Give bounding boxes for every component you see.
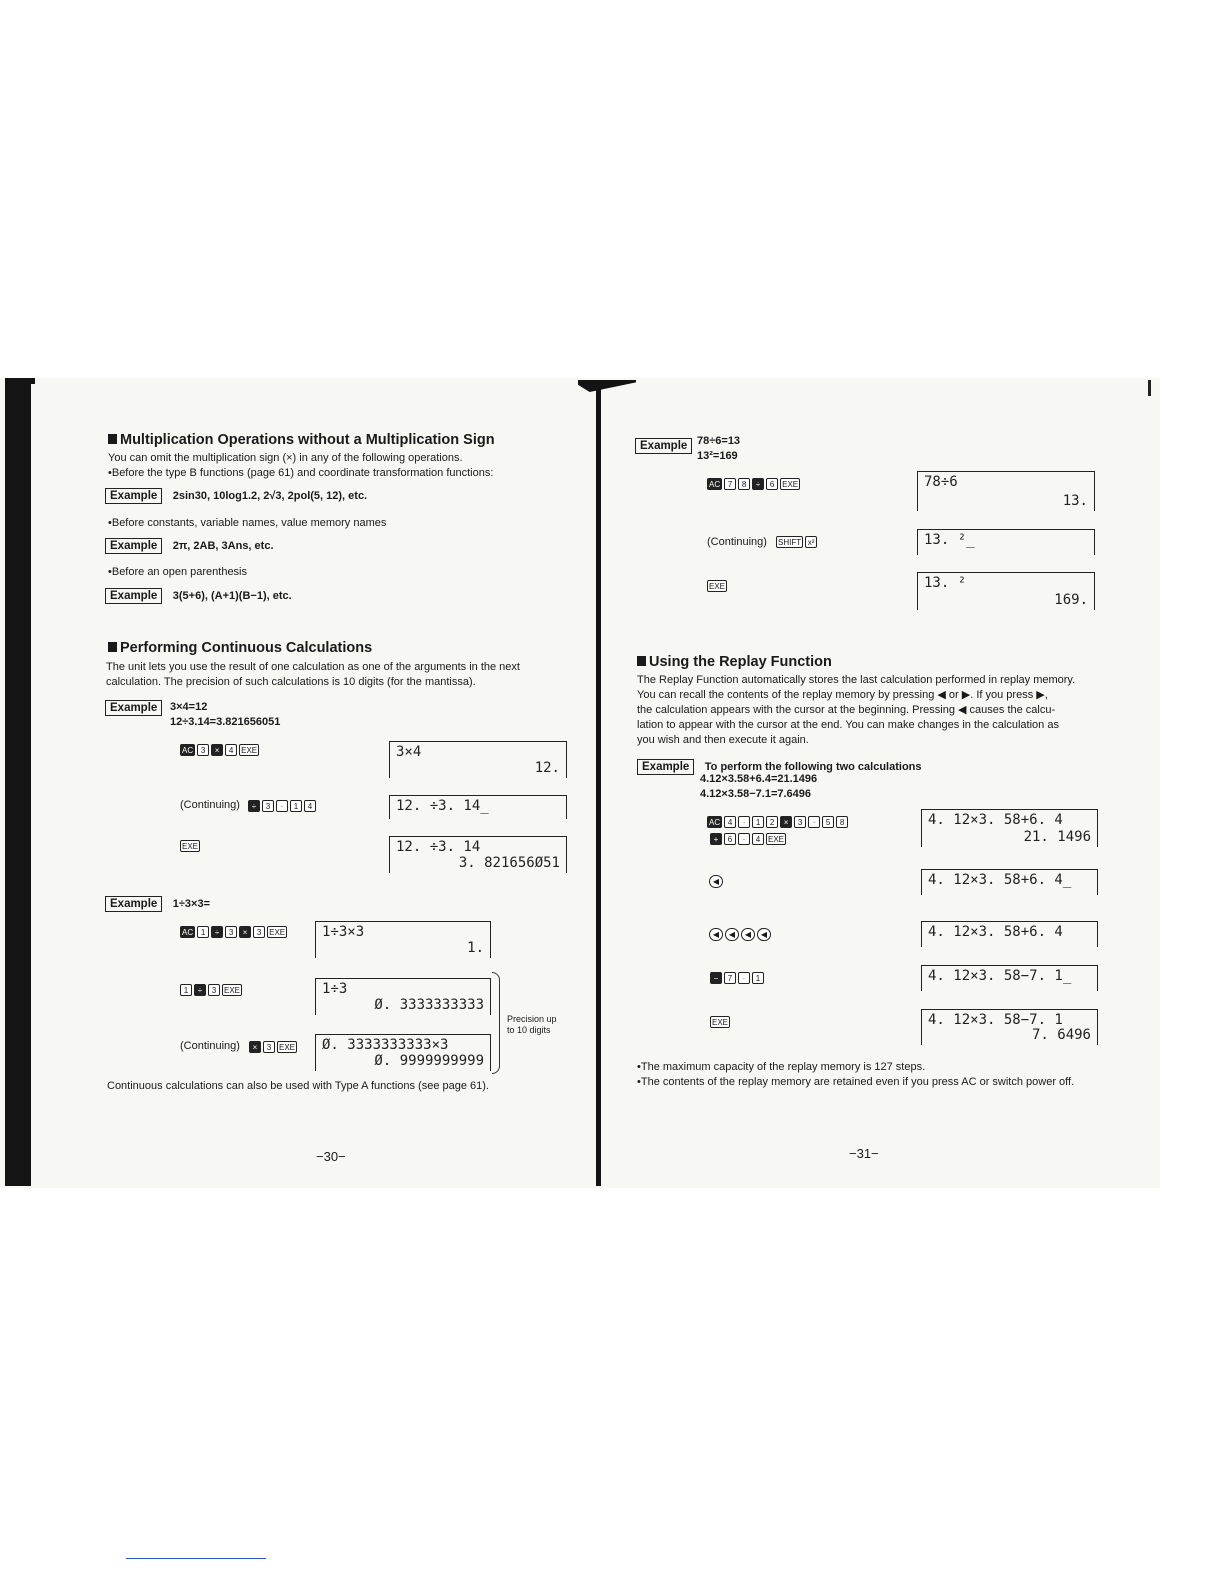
lcd-display: [917, 471, 1095, 511]
multiply-key[interactable]: ×: [239, 926, 251, 938]
note-text: •The maximum capacity of the replay memory is 127 steps.: [637, 1061, 926, 1073]
digit-key[interactable]: 4: [724, 816, 736, 828]
digit-key[interactable]: 3: [197, 744, 209, 756]
lcd-display: [389, 795, 567, 819]
example-row: [105, 486, 367, 504]
continuing-label: (Continuing): [180, 799, 240, 811]
example-text: 3×4=12: [170, 701, 208, 713]
lcd-display: [921, 921, 1098, 947]
body-text: the calculation appears with the cursor at the beginning. Pressing ◀ causes the calcu-: [637, 704, 1056, 716]
edge-mark: [1148, 380, 1151, 396]
dot-key[interactable]: ·: [738, 833, 750, 845]
key-sequence: [709, 875, 723, 888]
lcd-line2: 1.: [467, 940, 484, 956]
digit-key[interactable]: 3: [225, 926, 237, 938]
digit-key[interactable]: 3: [253, 926, 265, 938]
ac-key[interactable]: AC: [709, 480, 721, 489]
lcd-line2: 7. 6496: [1031, 1027, 1091, 1043]
lcd-line2: 13.: [1062, 493, 1088, 509]
divide-key[interactable]: ÷: [211, 926, 223, 938]
digit-key[interactable]: 1: [752, 972, 764, 984]
lcd-line1: 4. 12×3. 58+6. 4: [928, 924, 1063, 940]
square-key[interactable]: x²: [805, 536, 817, 548]
key-sequence: [710, 833, 786, 845]
lcd-line2: 3. 821656Ø51: [458, 855, 560, 871]
digit-key[interactable]: 4: [225, 744, 237, 756]
body-text: The unit lets you use the result of one calculation as one of the arguments in the next: [106, 661, 520, 673]
digit-key[interactable]: 3: [208, 984, 220, 996]
lcd-line2: Ø. 3333333333: [374, 997, 484, 1013]
multiply-key[interactable]: ×: [249, 1041, 261, 1053]
digit-key[interactable]: 6: [766, 478, 778, 490]
dot-key[interactable]: ·: [738, 816, 750, 828]
digit-key[interactable]: 1: [290, 800, 302, 812]
dot-key[interactable]: ·: [738, 972, 750, 984]
body-text: You can omit the multiplication sign (×) in any of the following operations.: [108, 452, 463, 464]
example-text: 4.12×3.58−7.1=7.6496: [700, 788, 812, 800]
lcd-line1: 13. ²: [924, 575, 967, 591]
digit-key[interactable]: 3: [262, 800, 274, 812]
exe-key[interactable]: EXE: [712, 1018, 729, 1027]
example-label: Example: [105, 896, 162, 912]
example-text: 13²=169: [697, 450, 738, 462]
digit-key[interactable]: 3: [794, 816, 806, 828]
example-row: [105, 894, 210, 912]
divide-key[interactable]: ÷: [752, 478, 764, 490]
exe-key[interactable]: EXE: [782, 480, 799, 489]
key-sequence: [180, 926, 287, 938]
example-text: 2π, 2AB, 3Ans, etc.: [172, 540, 274, 552]
digit-key[interactable]: 5: [822, 816, 834, 828]
key-sequence: [710, 1016, 730, 1028]
binding-edge: [5, 380, 31, 1186]
page-number: −31−: [849, 1146, 879, 1161]
digit-key[interactable]: 3: [263, 1041, 275, 1053]
lcd-display: [921, 809, 1098, 847]
plus-key[interactable]: +: [710, 833, 722, 845]
key-sequence: [776, 536, 817, 548]
lcd-display: [315, 978, 491, 1015]
lcd-display: [921, 1009, 1098, 1045]
exe-key[interactable]: EXE: [182, 842, 199, 851]
lcd-line1: 4. 12×3. 58−7. 1: [928, 1012, 1063, 1028]
digit-key[interactable]: 6: [724, 833, 736, 845]
lcd-line1: 12. ÷3. 14_: [396, 798, 489, 814]
note-text: •The contents of the replay memory are retained even if you press AC or switch power off.: [637, 1076, 1075, 1088]
shift-key[interactable]: SHIFT: [778, 538, 802, 547]
example-text: 3(5+6), (A+1)(B−1), etc.: [172, 590, 292, 602]
section-heading: Multiplication Operations without a Multiplication Sign: [108, 432, 495, 448]
digit-key[interactable]: 2: [766, 816, 778, 828]
lcd-line2: 21. 1496: [1023, 829, 1091, 845]
multiply-key[interactable]: ×: [211, 744, 223, 756]
exe-key[interactable]: EXE: [768, 835, 785, 844]
digit-key[interactable]: 7: [724, 972, 736, 984]
lcd-line1: 1÷3×3: [322, 924, 365, 940]
key-sequence: [707, 580, 727, 592]
example-label: Example: [105, 488, 162, 504]
key-sequence: [180, 840, 200, 852]
precision-brace: [492, 972, 500, 1074]
lcd-line2: 12.: [534, 760, 560, 776]
exe-key[interactable]: EXE: [224, 986, 241, 995]
lcd-display: [389, 741, 567, 778]
body-text: Continuous calculations can also be used with Type A functions (see page 61).: [107, 1080, 489, 1092]
dot-key[interactable]: ·: [808, 816, 820, 828]
digit-key[interactable]: 1: [180, 984, 192, 996]
continuing-label: (Continuing): [180, 1040, 240, 1052]
lcd-line1: 4. 12×3. 58+6. 4_: [928, 872, 1072, 888]
body-text: You can recall the contents of the replay memory by pressing ◀ or ▶. If you press ▶,: [637, 689, 1048, 701]
digit-key[interactable]: 1: [752, 816, 764, 828]
digit-key[interactable]: 7: [724, 478, 736, 490]
ac-key[interactable]: AC: [182, 746, 194, 755]
key-sequence: [180, 744, 259, 756]
left-arrow-icon[interactable]: ◀: [709, 928, 723, 941]
key-sequence: [707, 478, 800, 490]
section-heading: Performing Continuous Calculations: [108, 640, 372, 656]
lcd-display: [917, 572, 1095, 610]
left-arrow-icon[interactable]: ◀: [725, 928, 739, 941]
spine: [596, 388, 601, 1186]
key-sequence: [707, 816, 848, 828]
lcd-line2: 169.: [1054, 592, 1088, 608]
example-row: [635, 436, 692, 454]
example-label: Example: [105, 538, 162, 554]
left-arrow-icon[interactable]: ◀: [757, 928, 771, 941]
page-number: −30−: [316, 1149, 346, 1164]
lcd-line1: 1÷3: [322, 981, 348, 997]
example-label: Example: [105, 588, 162, 604]
key-sequence: [249, 1041, 297, 1053]
lcd-line1: 3×4: [396, 744, 422, 760]
example-text: 4.12×3.58+6.4=21.1496: [700, 773, 818, 785]
digit-key[interactable]: 4: [304, 800, 316, 812]
lcd-line1: 4. 12×3. 58+6. 4: [928, 812, 1063, 828]
lcd-line1: 78÷6: [924, 474, 958, 490]
key-sequence: [709, 928, 771, 941]
body-text: •Before an open parenthesis: [108, 566, 248, 578]
lcd-line1: 4. 12×3. 58−7. 1_: [928, 968, 1072, 984]
body-text: •Before constants, variable names, value memory names: [108, 517, 387, 529]
body-text: calculation. The precision of such calculations is 10 digits (for the mantissa).: [106, 676, 476, 688]
key-sequence: [180, 984, 242, 996]
example-text: 12÷3.14=3.821656051: [170, 716, 281, 728]
key-sequence: [248, 800, 316, 812]
exe-key[interactable]: EXE: [241, 746, 258, 755]
lcd-line1: 12. ÷3. 14: [396, 839, 481, 855]
precision-note: Precision up to 10 digits: [507, 1014, 557, 1035]
example-row: [105, 536, 274, 554]
example-text: 78÷6=13: [697, 435, 741, 447]
divide-key[interactable]: ÷: [248, 800, 260, 812]
multiply-key[interactable]: ×: [780, 816, 792, 828]
digit-key[interactable]: 8: [836, 816, 848, 828]
digit-key[interactable]: 4: [752, 833, 764, 845]
key-sequence: [710, 972, 764, 984]
divide-key[interactable]: ÷: [194, 984, 206, 996]
body-text: lation to appear with the cursor at the end. You can make changes in the calculation as: [637, 719, 1059, 731]
continuing-label: (Continuing): [707, 536, 767, 548]
digit-key[interactable]: 8: [738, 478, 750, 490]
exe-key[interactable]: EXE: [269, 928, 286, 937]
lcd-line1: Ø. 3333333333×3: [322, 1037, 449, 1053]
lcd-line2: Ø. 9999999999: [374, 1053, 484, 1069]
example-label: Example: [635, 438, 692, 454]
lcd-display: [917, 529, 1095, 555]
example-text: 2sin30, 10log1.2, 2√3, 2pol(5, 12), etc.: [172, 490, 368, 502]
example-label: Example: [637, 759, 694, 775]
section-heading: Using the Replay Function: [637, 654, 832, 670]
lcd-display: [315, 1034, 491, 1071]
lcd-display: [389, 836, 567, 873]
ac-key[interactable]: AC: [709, 818, 721, 827]
lcd-line1: 13. ²_: [924, 532, 975, 548]
digit-key[interactable]: 1: [197, 926, 209, 938]
exe-key[interactable]: EXE: [279, 1043, 296, 1052]
ac-key[interactable]: AC: [182, 928, 194, 937]
exe-key[interactable]: EXE: [709, 582, 726, 591]
example-label: Example: [105, 700, 162, 716]
example-text: To perform the following two calculations: [704, 761, 922, 773]
example-text: 1÷3×3=: [172, 898, 211, 910]
body-text: you wish and then execute it again.: [637, 734, 809, 746]
dot-key[interactable]: ·: [276, 800, 288, 812]
lcd-display: [315, 921, 491, 958]
minus-key[interactable]: −: [710, 972, 722, 984]
footer-line: [126, 1558, 266, 1559]
example-row: [105, 698, 162, 716]
example-row: [105, 586, 292, 604]
body-text: •Before the type B functions (page 61) and coordinate transformation functions:: [108, 467, 494, 479]
left-arrow-icon[interactable]: ◀: [709, 875, 723, 888]
body-text: The Replay Function automatically stores the last calculation performed in replay memory.: [637, 674, 1076, 686]
lcd-display: [921, 965, 1098, 991]
left-arrow-icon[interactable]: ◀: [741, 928, 755, 941]
lcd-display: [921, 869, 1098, 895]
